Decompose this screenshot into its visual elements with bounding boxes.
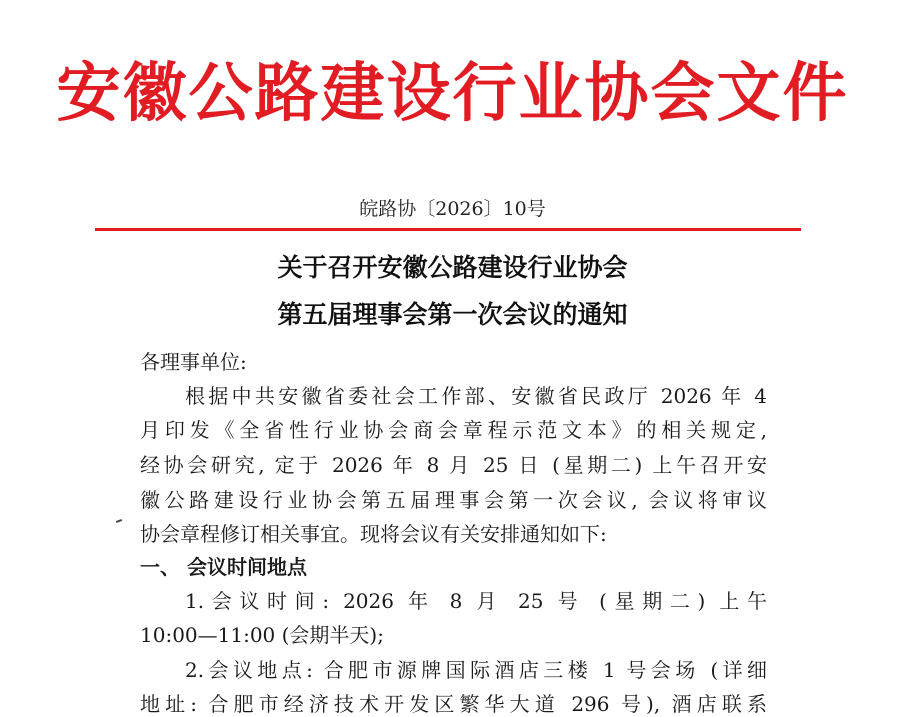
body-line-2: 月印发《全省性行业协会商会章程示范文本》的相关规定, bbox=[140, 418, 767, 442]
salutation: 各理事单位: bbox=[140, 350, 247, 374]
org-masthead-title: 安徽公路建设行业协会文件 bbox=[56, 57, 849, 131]
document-number: 皖路协〔2026〕10号 bbox=[359, 198, 546, 220]
notice-title-line-2: 第五届理事会第一次会议的通知 bbox=[277, 300, 628, 329]
red-divider-line bbox=[95, 228, 801, 231]
body-line-3: 经协会研究, 定于 2026 年 8 月 25 日 (星期二) 上午召开安 bbox=[140, 453, 767, 477]
item-1-line-2: 10:00—11:00 (会期半天); bbox=[140, 623, 384, 647]
section-heading-1: 一、 会议时间地点 bbox=[140, 555, 307, 579]
item-2-line-1: 2.会议地点: 合肥市源牌国际酒店三楼 1 号会场 (详细 bbox=[185, 658, 767, 682]
body-line-1: 根据中共安徽省委社会工作部、安徽省民政厅 2026 年 4 bbox=[185, 384, 767, 408]
body-line-5: 协会章程修订相关事宜。现将会议有关安排通知如下: bbox=[140, 522, 607, 546]
item-1-line-1: 1.会议时间: 2026 年 8 月 25 号 (星期二) 上午 bbox=[185, 589, 767, 613]
scan-mark bbox=[116, 519, 122, 523]
body-line-4: 徽公路建设行业协会第五届理事会第一次会议, 会议将审议 bbox=[140, 488, 767, 512]
item-2-line-2: 地址: 合肥市经济技术开发区繁华大道 296 号), 酒店联系 bbox=[140, 692, 767, 716]
notice-title-line-1: 关于召开安徽公路建设行业协会 bbox=[277, 253, 628, 282]
